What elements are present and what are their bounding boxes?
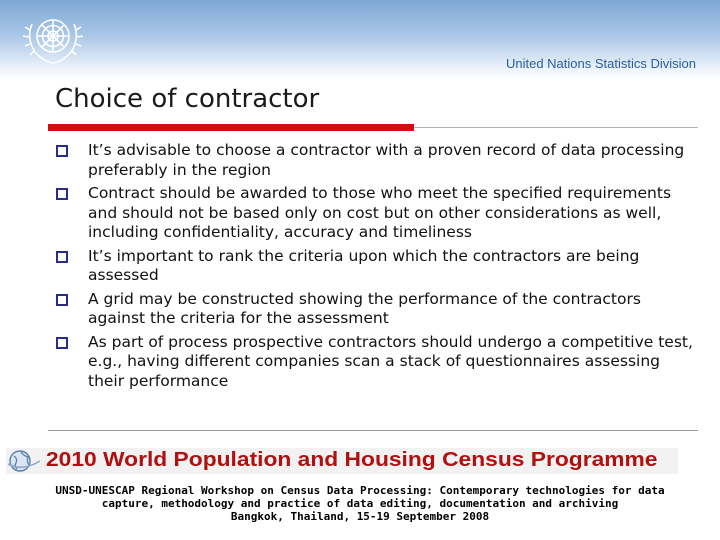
footer-line-2: capture, methodology and practice of data editing, documentation and archiving (101, 497, 619, 510)
bullet-text: It’s advisable to choose a contractor with a proven record of data processing preferably in the region (88, 141, 685, 179)
un-emblem-icon (18, 6, 88, 70)
checkbox-bullet-icon (56, 337, 68, 349)
division-name: United Nations Statistics Division (505, 56, 696, 71)
bullet-item (54, 333, 694, 392)
census-programme-title: 2010 World Population and Housing Census Programme (46, 449, 658, 471)
bullet-text: A grid may be constructed showing the performance of the contractors against the criteria for the assessment (88, 289, 641, 327)
bullet-item (54, 141, 694, 180)
footer-line-3: Bangkok, Thailand, 15-19 September 2008 (230, 510, 490, 523)
globe-icon (6, 449, 42, 473)
checkbox-bullet-icon (56, 188, 68, 200)
bullet-text: Contract should be awarded to those who meet the specified requirements and should not be based only on cost but on other considerations as well, including confidentiality, accuracy and timeliness (88, 184, 672, 241)
header-band (0, 0, 720, 78)
slide-title: Choice of contractor (55, 84, 320, 114)
census-programme-banner (6, 448, 678, 474)
bullet-text: As part of process prospective contractors should undergo a competitive test, e.g., having different companies scan a stack of questionnaires assessing their performance (88, 332, 693, 390)
footer-rule (48, 430, 698, 431)
bullet-item (54, 290, 694, 329)
checkbox-bullet-icon (56, 251, 68, 263)
bullet-list (54, 141, 694, 395)
checkbox-bullet-icon (56, 145, 68, 157)
footer-line-1: UNSD-UNESCAP Regional Workshop on Census Data Processing: Contemporary technologies for data (55, 484, 665, 497)
workshop-footer (20, 484, 700, 523)
bullet-item (54, 247, 694, 286)
bullet-item (54, 184, 694, 243)
bullet-text: It’s important to rank the criteria upon which the contractors are being assessed (88, 246, 640, 284)
title-accent-bar (48, 124, 414, 131)
checkbox-bullet-icon (56, 294, 68, 306)
